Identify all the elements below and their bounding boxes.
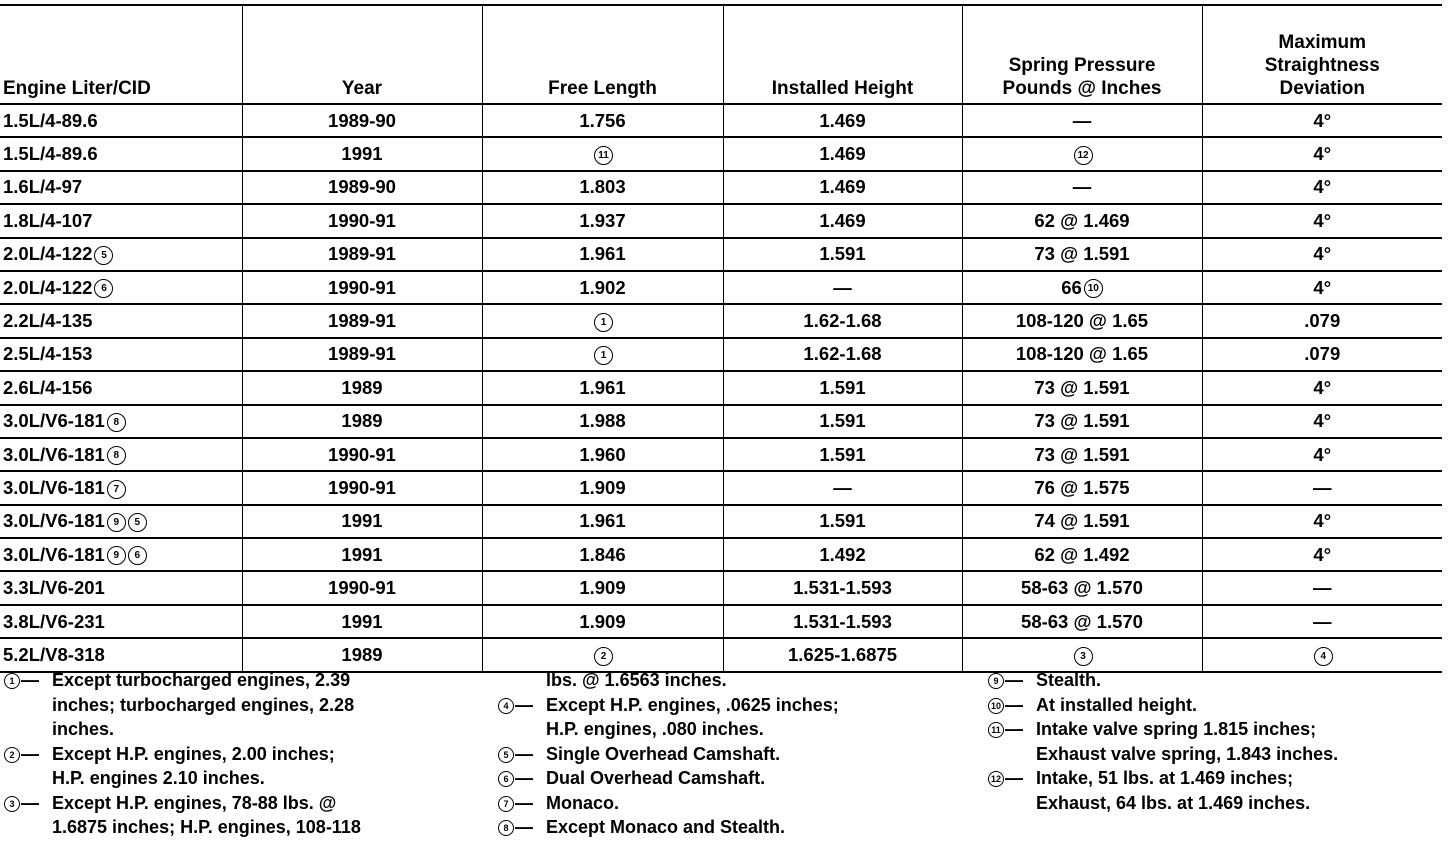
deviation-cell [1202, 438, 1442, 471]
engine-cell [0, 104, 242, 137]
footnote-text: Except H.P. engines, 78-88 lbs. @ [52, 792, 337, 813]
year-text: 1989 [341, 643, 383, 665]
header-spring-line2: Pounds @ Inches [1002, 78, 1162, 99]
engine-cell [0, 137, 242, 170]
installed-height-cell [723, 505, 962, 538]
year-cell [242, 371, 482, 404]
footnote-text: H.P. engines 2.10 inches. [52, 768, 265, 788]
installed-height-text: 1.469 [819, 143, 866, 165]
table-row [0, 505, 1442, 538]
spring-pressure-cell [962, 271, 1202, 304]
engine-text: 1.8L/4-107 [3, 209, 93, 231]
free-length-text: 1.960 [579, 443, 626, 465]
year-text: 1990-91 [328, 209, 396, 231]
spring-pressure-text: 76 @ 1.575 [1034, 476, 1130, 498]
engine-cell [0, 171, 242, 204]
installed-height-text: 1.469 [819, 109, 866, 131]
spring-pressure-text: 73 @ 1.591 [1034, 243, 1130, 265]
footnote-marker: 7 [498, 796, 514, 812]
engine-text: 3.0L/V6-181 [3, 543, 105, 565]
footnote-ref-icon: 10 [1084, 279, 1103, 298]
spring-pressure-cell [962, 204, 1202, 237]
header-max-line2: Straightness [1264, 55, 1380, 76]
footnote-marker: 5 [498, 747, 514, 763]
spring-pressure-cell [962, 471, 1202, 504]
deviation-cell [1202, 505, 1442, 538]
year-cell [242, 137, 482, 170]
installed-height-cell [723, 471, 962, 504]
engine-cell [0, 571, 242, 604]
footnote-1: 1 — Except turbocharged engines, 2.39 inches; turbocharged engines, 2.28 inches. [2, 668, 472, 742]
year-cell [242, 438, 482, 471]
free-length-text: 1.961 [579, 510, 626, 532]
spring-pressure-text: 73 @ 1.591 [1034, 376, 1130, 398]
spring-pressure-cell [962, 137, 1202, 170]
deviation-cell [1202, 238, 1442, 271]
footnote-ref-icon: 4 [1314, 647, 1333, 666]
year-text: 1989-90 [328, 109, 396, 131]
footnotes-col-1 [2, 668, 472, 840]
year-cell [242, 605, 482, 638]
installed-height-cell [723, 271, 962, 304]
year-text: 1989 [341, 410, 383, 432]
spring-pressure-cell [962, 505, 1202, 538]
deviation-cell [1202, 405, 1442, 438]
installed-height-cell [723, 638, 962, 671]
engine-text: 2.2L/4-135 [3, 310, 93, 332]
free-length-text: 1.909 [579, 610, 626, 632]
footnote-text: inches. [52, 719, 115, 739]
footnote-2: 2 — Except H.P. engines, 2.00 inches; H.P. engines 2.10 inches. [2, 742, 472, 791]
year-cell [242, 505, 482, 538]
spring-pressure-cell [962, 438, 1202, 471]
free-length-cell [482, 304, 723, 337]
footnote-6: 6 — Dual Overhead Camshaft. [496, 766, 966, 791]
deviation-cell [1202, 304, 1442, 337]
free-length-text: 1.961 [579, 243, 626, 265]
footnote-text: At installed height. [1036, 694, 1198, 715]
engine-cell [0, 271, 242, 304]
installed-height-text: 1.591 [819, 443, 866, 465]
footnote-marker: 10 [988, 698, 1004, 714]
year-cell [242, 304, 482, 337]
engine-cell [0, 505, 242, 538]
year-cell [242, 238, 482, 271]
footnote-text: Intake, 51 lbs. at 1.469 inches; [1036, 768, 1294, 788]
footnote-text: Dual Overhead Camshaft. [546, 768, 766, 788]
free-length-cell [482, 104, 723, 137]
engine-cell [0, 638, 242, 671]
table-row [0, 171, 1442, 204]
deviation-text: 4° [1313, 510, 1332, 532]
year-text: 1989 [341, 376, 383, 398]
deviation-text: 4° [1313, 176, 1332, 198]
deviation-text: 4° [1313, 143, 1332, 165]
engine-cell [0, 204, 242, 237]
year-text: 1990-91 [328, 476, 396, 498]
footnote-ref-icon: 5 [94, 246, 113, 265]
engine-cell [0, 405, 242, 438]
free-length-cell [482, 271, 723, 304]
table-row [0, 271, 1442, 304]
footnote-text: Single Overhead Camshaft. [546, 743, 781, 764]
spring-pressure-text: 108-120 @ 1.65 [1015, 310, 1149, 332]
footnote-marker: 2 [4, 747, 20, 763]
table-row [0, 605, 1442, 638]
footnote-7: 7 — Monaco. [496, 791, 966, 816]
spring-pressure-text: 66 [1061, 276, 1082, 298]
table-row [0, 538, 1442, 571]
year-cell [242, 471, 482, 504]
free-length-text: 1.988 [579, 410, 626, 432]
free-length-cell [482, 471, 723, 504]
header-spring-pressure [962, 5, 1202, 104]
engine-text: 2.0L/4-122 [3, 276, 93, 298]
free-length-cell [482, 505, 723, 538]
header-engine: Engine Liter/CID [0, 5, 242, 104]
deviation-cell [1202, 338, 1442, 371]
engine-text: 3.3L/V6-201 [3, 577, 105, 599]
free-length-cell [482, 571, 723, 604]
table-row [0, 238, 1442, 271]
spring-pressure-cell [962, 304, 1202, 337]
footnote-text: Monaco. [546, 792, 620, 813]
engine-text: 3.0L/V6-181 [3, 410, 105, 432]
deviation-text: 4° [1313, 243, 1332, 265]
deviation-text: 4° [1313, 109, 1332, 131]
footnote-ref-icon: 2 [594, 647, 613, 666]
header-spring-line1: Spring Pressure [1008, 55, 1156, 76]
footnote-text: Exhaust valve spring, 1.843 inches. [1036, 743, 1339, 764]
footnote-marker: 1 [4, 673, 20, 689]
table-row [0, 638, 1442, 671]
spring-pressure-cell [962, 638, 1202, 671]
footnote-ref-icon: 8 [107, 413, 126, 432]
year-cell [242, 538, 482, 571]
installed-height-text: 1.591 [819, 243, 866, 265]
deviation-cell [1202, 271, 1442, 304]
installed-height-text: 1.531-1.593 [793, 577, 892, 599]
installed-height-text: 1.625-1.6875 [787, 643, 898, 665]
footnote-text: Exhaust, 64 lbs. at 1.469 inches. [1036, 792, 1311, 813]
deviation-cell [1202, 538, 1442, 571]
free-length-text: 1.902 [579, 276, 626, 298]
footnote-11: 11 — Intake valve spring 1.815 inches; Exhaust valve spring, 1.843 inches. [986, 717, 1426, 766]
deviation-text: 4° [1313, 543, 1332, 565]
spring-pressure-text: 73 @ 1.591 [1034, 443, 1130, 465]
header-row [0, 5, 1442, 104]
deviation-text: — [1313, 476, 1332, 498]
spring-pressure-text: 73 @ 1.591 [1034, 410, 1130, 432]
engine-cell [0, 471, 242, 504]
engine-cell [0, 605, 242, 638]
footnote-8: 8 — Except Monaco and Stealth. [496, 815, 966, 840]
footnote-marker: 6 [498, 771, 514, 787]
spring-pressure-cell [962, 104, 1202, 137]
header-max-line1: Maximum [1278, 32, 1367, 53]
engine-cell [0, 438, 242, 471]
footnote-marker: 11 [988, 722, 1004, 738]
installed-height-cell [723, 405, 962, 438]
deviation-text: .079 [1304, 310, 1341, 332]
footnote-ref-icon: 11 [594, 146, 613, 165]
year-text: 1991 [341, 610, 383, 632]
year-text: 1991 [341, 543, 383, 565]
table-row [0, 304, 1442, 337]
engine-text: 3.0L/V6-181 [3, 476, 105, 498]
engine-text: 2.5L/4-153 [3, 343, 93, 365]
installed-height-cell [723, 338, 962, 371]
installed-height-cell [723, 104, 962, 137]
free-length-cell [482, 137, 723, 170]
spring-pressure-cell [962, 538, 1202, 571]
year-text: 1990-91 [328, 577, 396, 599]
free-length-cell [482, 538, 723, 571]
deviation-cell [1202, 171, 1442, 204]
footnote-ref-icon: 1 [594, 313, 613, 332]
header-max-line3: Deviation [1279, 78, 1366, 99]
installed-height-cell [723, 204, 962, 237]
deviation-text: .079 [1304, 343, 1341, 365]
spring-pressure-text: 62 @ 1.492 [1034, 543, 1130, 565]
engine-cell [0, 238, 242, 271]
deviation-cell [1202, 471, 1442, 504]
engine-text: 1.5L/4-89.6 [3, 109, 98, 131]
spring-pressure-text: 74 @ 1.591 [1034, 510, 1130, 532]
table-row [0, 438, 1442, 471]
footnote-ref-icon: 1 [594, 346, 613, 365]
free-length-text: 1.909 [579, 476, 626, 498]
deviation-text: 4° [1313, 443, 1332, 465]
installed-height-text: 1.469 [819, 209, 866, 231]
installed-height-cell [723, 171, 962, 204]
footnote-text: H.P. engines, .080 inches. [546, 719, 764, 739]
spring-pressure-text: 108-120 @ 1.65 [1015, 343, 1149, 365]
footnote-text: Intake valve spring 1.815 inches; [1036, 719, 1317, 739]
year-cell [242, 638, 482, 671]
header-year: Year [242, 5, 482, 104]
footnote-ref-icon: 6 [128, 546, 147, 565]
spring-pressure-text: — [1072, 176, 1092, 198]
engine-text: 5.2L/V8-318 [3, 643, 105, 665]
deviation-text: 4° [1313, 276, 1332, 298]
spring-pressure-cell [962, 338, 1202, 371]
footnote-marker: 4 [498, 698, 514, 714]
table-row [0, 204, 1442, 237]
spring-pressure-text: — [1072, 109, 1092, 131]
spring-pressure-text: 58-63 @ 1.570 [1021, 577, 1143, 599]
deviation-text: 4° [1313, 209, 1332, 231]
installed-height-cell [723, 438, 962, 471]
year-cell [242, 171, 482, 204]
footnote-text: 1.6875 inches; H.P. engines, 108-118 [52, 817, 361, 837]
footnote-12: 12 — Intake, 51 lbs. at 1.469 inches; Exhaust, 64 lbs. at 1.469 inches. [986, 766, 1426, 815]
year-text: 1989-91 [328, 243, 396, 265]
spring-pressure-cell [962, 238, 1202, 271]
free-length-cell [482, 638, 723, 671]
installed-height-cell [723, 137, 962, 170]
year-text: 1989-91 [328, 310, 396, 332]
footnote-text: Stealth. [1036, 670, 1102, 690]
installed-height-text: 1.531-1.593 [793, 610, 892, 632]
footnotes-col-2 [496, 668, 966, 840]
year-cell [242, 104, 482, 137]
year-text: 1991 [341, 510, 383, 532]
engine-cell [0, 338, 242, 371]
table-row [0, 137, 1442, 170]
engine-text: 3.8L/V6-231 [3, 610, 105, 632]
table-row [0, 471, 1442, 504]
footnote-marker: 9 [988, 673, 1004, 689]
installed-height-cell [723, 238, 962, 271]
installed-height-text: 1.62-1.68 [803, 310, 882, 332]
installed-height-text: 1.591 [819, 410, 866, 432]
deviation-cell [1202, 605, 1442, 638]
spring-pressure-cell [962, 571, 1202, 604]
footnote-marker: 3 [4, 796, 20, 812]
valve-spring-spec-table [0, 4, 1442, 673]
spring-pressure-cell [962, 605, 1202, 638]
footnotes-col-3 [986, 668, 1426, 815]
footnote-10: 10 — At installed height. [986, 693, 1426, 718]
footnote-3-continued: lbs. @ 1.6563 inches. [546, 670, 727, 690]
year-cell [242, 405, 482, 438]
header-free-length: Free Length [482, 5, 723, 104]
footnote-5: 5 — Single Overhead Camshaft. [496, 742, 966, 767]
year-text: 1990-91 [328, 443, 396, 465]
table-row [0, 571, 1442, 604]
footnote-text: Except H.P. engines, .0625 inches; [546, 694, 839, 715]
engine-text: 2.6L/4-156 [3, 376, 93, 398]
year-text: 1991 [341, 143, 383, 165]
footnote-ref-icon: 6 [94, 279, 113, 298]
deviation-text: 4° [1313, 410, 1332, 432]
year-text: 1989-91 [328, 343, 396, 365]
engine-text: 3.0L/V6-181 [3, 510, 105, 532]
footnote-ref-icon: 8 [107, 446, 126, 465]
engine-text: 1.6L/4-97 [3, 176, 83, 198]
spring-pressure-cell [962, 171, 1202, 204]
installed-height-text: 1.492 [819, 543, 866, 565]
engine-cell [0, 538, 242, 571]
free-length-cell [482, 171, 723, 204]
free-length-text: 1.756 [579, 109, 626, 131]
free-length-text: 1.846 [579, 543, 626, 565]
deviation-cell [1202, 371, 1442, 404]
year-cell [242, 271, 482, 304]
installed-height-cell [723, 371, 962, 404]
installed-height-cell [723, 571, 962, 604]
table-body [0, 104, 1442, 672]
deviation-cell [1202, 204, 1442, 237]
engine-text: 3.0L/V6-181 [3, 443, 105, 465]
free-length-text: 1.803 [579, 176, 626, 198]
installed-height-cell [723, 538, 962, 571]
footnote-ref-icon: 7 [107, 480, 126, 499]
spring-pressure-text: 58-63 @ 1.570 [1021, 610, 1143, 632]
installed-height-cell [723, 304, 962, 337]
footnote-ref-icon: 3 [1074, 647, 1093, 666]
deviation-cell [1202, 571, 1442, 604]
year-cell [242, 204, 482, 237]
table-row [0, 338, 1442, 371]
table-row [0, 405, 1442, 438]
free-length-cell [482, 204, 723, 237]
installed-height-text: 1.591 [819, 376, 866, 398]
installed-height-cell [723, 605, 962, 638]
installed-height-text: — [833, 276, 852, 298]
installed-height-text: 1.591 [819, 510, 866, 532]
spring-pressure-cell [962, 371, 1202, 404]
year-cell [242, 571, 482, 604]
footnote-4: 4 — Except H.P. engines, .0625 inches; H.P. engines, .080 inches. [496, 693, 966, 742]
free-length-cell [482, 405, 723, 438]
header-installed-height: Installed Height [723, 5, 962, 104]
free-length-cell [482, 605, 723, 638]
engine-cell [0, 304, 242, 337]
free-length-cell [482, 371, 723, 404]
footnote-marker: 8 [498, 820, 514, 836]
footnote-text: Except H.P. engines, 2.00 inches; [52, 743, 335, 764]
free-length-text: 1.961 [579, 376, 626, 398]
table-row [0, 104, 1442, 137]
free-length-cell [482, 438, 723, 471]
installed-height-text: 1.469 [819, 176, 866, 198]
year-text: 1990-91 [328, 276, 396, 298]
deviation-cell [1202, 104, 1442, 137]
free-length-cell [482, 238, 723, 271]
footnote-text: inches; turbocharged engines, 2.28 [52, 694, 355, 715]
year-text: 1989-90 [328, 176, 396, 198]
installed-height-text: — [833, 476, 852, 498]
footnote-ref-icon: 5 [128, 513, 147, 532]
footnote-text: Except Monaco and Stealth. [546, 817, 786, 837]
engine-text: 1.5L/4-89.6 [3, 143, 98, 165]
table-row [0, 371, 1442, 404]
free-length-text: 1.909 [579, 577, 626, 599]
spring-pressure-text: 62 @ 1.469 [1034, 209, 1130, 231]
footnote-marker: 12 [988, 771, 1004, 787]
footnote-9: 9 — Stealth. [986, 668, 1426, 693]
deviation-text: — [1313, 610, 1332, 632]
deviation-cell [1202, 137, 1442, 170]
footnote-3: 3 — Except H.P. engines, 78-88 lbs. @ 1.6875 inches; H.P. engines, 108-118 [2, 791, 472, 840]
deviation-text: 4° [1313, 376, 1332, 398]
footnote-ref-icon: 12 [1074, 146, 1093, 165]
header-max-deviation [1202, 5, 1442, 104]
engine-cell [0, 371, 242, 404]
footnote-ref-icon: 9 [107, 546, 126, 565]
free-length-text: 1.937 [579, 209, 626, 231]
installed-height-text: 1.62-1.68 [803, 343, 882, 365]
free-length-cell [482, 338, 723, 371]
deviation-text: — [1313, 577, 1332, 599]
engine-text: 2.0L/4-122 [3, 243, 93, 265]
deviation-cell [1202, 638, 1442, 671]
footnote-ref-icon: 9 [107, 513, 126, 532]
spring-pressure-cell [962, 405, 1202, 438]
year-cell [242, 338, 482, 371]
footnote-text: Except turbocharged engines, 2.39 [52, 670, 351, 690]
